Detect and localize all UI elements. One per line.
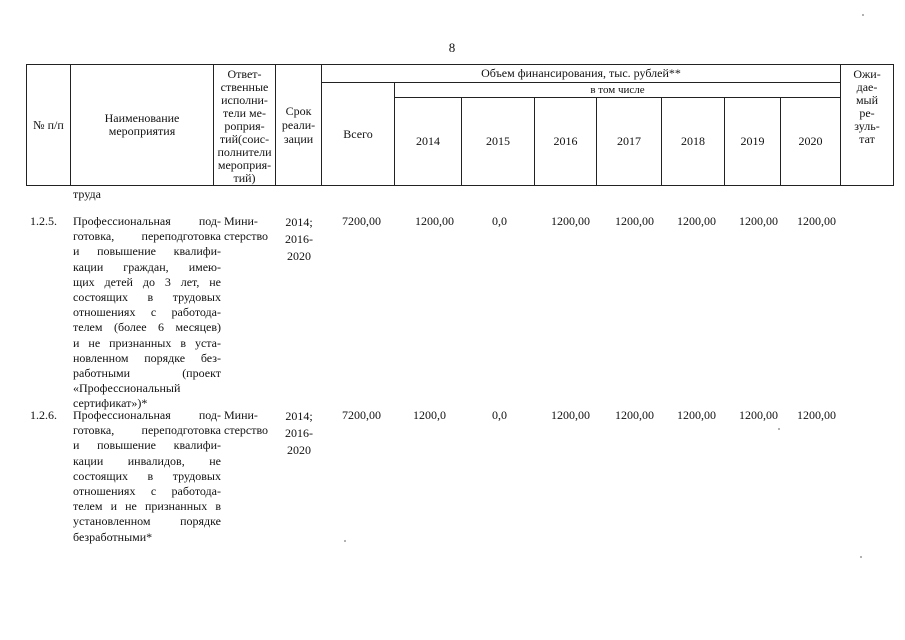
row-value-2020: 1200,00: [797, 408, 836, 422]
header-result-line: Ожи-: [853, 67, 881, 81]
row-value-2018: 1200,00: [677, 408, 716, 422]
row-name-line: кации инвалидов, не: [73, 453, 221, 468]
row-name-line: сертификат»)*: [73, 396, 148, 411]
header-term-line: реали-: [281, 118, 316, 132]
header-year: 2014: [395, 98, 462, 186]
header-year: 2015: [462, 98, 535, 186]
row-term-line: 2016-: [285, 232, 313, 246]
scan-speck: [778, 428, 780, 430]
row-total: 7200,00: [342, 214, 381, 228]
row-name-line: безработными*: [73, 529, 153, 544]
header-responsible: [214, 65, 276, 186]
row-value-2019: 1200,00: [739, 408, 778, 422]
header-responsible-line: Ответ-: [227, 67, 262, 81]
row-responsible-line: стерство: [224, 423, 269, 437]
header-responsible-line: полнители: [217, 145, 272, 159]
header-term-line: Срок: [285, 104, 312, 118]
row-name-line: готовка, переподготовка: [73, 423, 221, 438]
row-value-2020: 1200,00: [797, 214, 836, 228]
row-name-line: Профессиональная под-: [73, 214, 221, 228]
row-id: 1.2.5.: [30, 214, 57, 228]
row-responsible: [224, 408, 274, 438]
row-name-line: и не признанных в уста-: [73, 335, 221, 350]
header-name: Наименование мероприятия: [71, 65, 214, 186]
header-responsible-line: тий): [233, 171, 256, 185]
row-name: [73, 408, 221, 545]
row-name-line: кации граждан, имею-: [73, 259, 221, 274]
row-term: [278, 214, 320, 265]
row-value-2015: 0,0: [492, 214, 507, 228]
header-year: 2016: [535, 98, 597, 186]
scan-speck: [344, 540, 346, 542]
row-name-line: и повышение квалифи-: [73, 438, 221, 453]
row-name-line: отношениях с работода-: [73, 484, 221, 499]
header-responsible-line: тели ме-: [223, 106, 266, 120]
row-responsible-line: Мини-: [224, 408, 258, 422]
header-funding: Объем финансирования, тыс. рублей**: [322, 65, 841, 83]
scan-speck: [860, 556, 862, 558]
row-name-line: отношениях с работода-: [73, 305, 221, 320]
row-value-2014: 1200,0: [413, 408, 446, 422]
header-result-line: зуль-: [854, 119, 880, 133]
row-responsible-line: Мини-: [224, 214, 258, 228]
row-name-line: состоящих в трудовых: [73, 290, 221, 305]
row-term-line: 2016-: [285, 426, 313, 440]
header-result-line: дае-: [856, 80, 878, 94]
row-value-2017: 1200,00: [615, 408, 654, 422]
row-term: [278, 408, 320, 459]
header-responsible-line: тий(соис-: [219, 132, 270, 146]
row-value-2015: 0,0: [492, 408, 507, 422]
row-term-line: 2020: [287, 249, 311, 263]
row-responsible: [224, 214, 274, 244]
row-name-line: телем и не признанных в: [73, 499, 221, 514]
header-year: 2019: [725, 98, 781, 186]
row-value-2016: 1200,00: [551, 214, 590, 228]
row-name-line: установленном порядке: [73, 514, 221, 529]
table-header: [26, 64, 894, 186]
row-name-line: работными (проект: [73, 366, 221, 381]
header-result-line: ре-: [859, 106, 875, 120]
row-value-2017: 1200,00: [615, 214, 654, 228]
row-name-line: новленном порядке без-: [73, 350, 221, 365]
header-result-line: мый: [855, 93, 879, 107]
row-responsible-line: стерство: [224, 229, 269, 243]
row-name-line: щих детей до 3 лет, не: [73, 274, 221, 289]
row-name-line: и повышение квалифи-: [73, 244, 221, 259]
row-value-2016: 1200,00: [551, 408, 590, 422]
scan-speck: [862, 14, 864, 16]
header-including: в том числе: [395, 83, 841, 98]
continuation-text: труда: [73, 187, 101, 201]
header-result-line: тат: [859, 132, 875, 146]
header-responsible-line: ственные: [220, 80, 269, 94]
header-year: 2017: [597, 98, 662, 186]
header-responsible-line: мероприя-: [217, 158, 272, 172]
row-term-line: 2020: [287, 443, 311, 457]
row-name-line: телем (более 6 месяцев): [73, 320, 221, 335]
row-term-line: 2014;: [285, 409, 313, 423]
row-name-line: состоящих в трудовых: [73, 468, 221, 483]
row-value-2018: 1200,00: [677, 214, 716, 228]
page-number: 8: [448, 40, 456, 55]
row-total: 7200,00: [342, 408, 381, 422]
header-year: 2018: [662, 98, 725, 186]
row-name-line: Профессиональная под-: [73, 408, 221, 422]
row-name-line: «Профессиональный: [73, 381, 181, 396]
row-name: [73, 214, 221, 412]
header-year: 2020: [781, 98, 841, 186]
header-responsible-line: исполни-: [221, 93, 268, 107]
row-term-line: 2014;: [285, 215, 313, 229]
header-term-line: зации: [283, 132, 314, 146]
header-total: Всего: [322, 83, 395, 186]
row-value-2019: 1200,00: [739, 214, 778, 228]
header-result: [841, 65, 894, 186]
header-responsible-line: роприя-: [224, 119, 265, 133]
header-term: [276, 65, 322, 186]
row-name-line: готовка, переподготовка: [73, 229, 221, 244]
row-value-2014: 1200,00: [415, 214, 454, 228]
row-id: 1.2.6.: [30, 408, 57, 422]
header-num: № п/п: [27, 65, 71, 186]
